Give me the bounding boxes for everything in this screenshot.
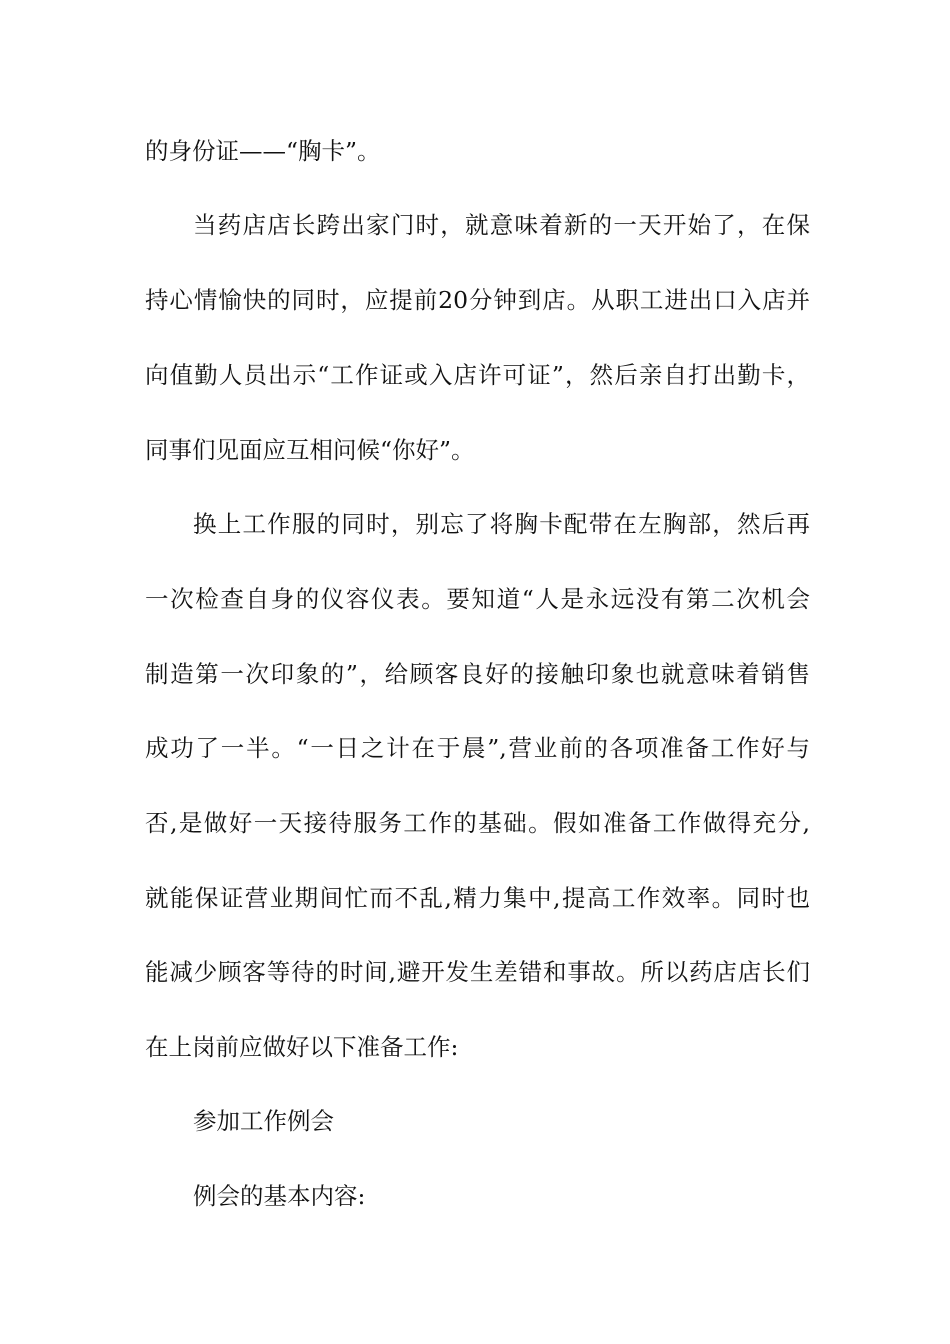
- text-line: 制造第一次印象的”，给顾客良好的接触印象也就意味着销售: [145, 660, 810, 688]
- subsection-heading: 例会的基本内容:: [193, 1182, 366, 1210]
- section-heading: 参加工作例会: [193, 1107, 334, 1135]
- text-line: 能减少顾客等待的时间,避开发生差错和事故。所以药店店长们: [145, 958, 810, 986]
- text-line: 同事们见面应互相问候“你好”。: [145, 436, 475, 464]
- paragraph-first-line: 当药店店长跨出家门时，就意味着新的一天开始了，在保: [193, 211, 810, 239]
- text-line: 一次检查自身的仪容仪表。要知道“人是永远没有第二次机会: [145, 585, 810, 613]
- text-line: 的身份证——“胸卡”。: [145, 137, 381, 165]
- text-line: 否,是做好一天接待服务工作的基础。假如准备工作做得充分,: [145, 809, 810, 837]
- text-line: 向值勤人员出示“工作证或入店许可证”，然后亲自打出勤卡，: [145, 361, 810, 389]
- text-line: 就能保证营业期间忙而不乱,精力集中,提高工作效率。同时也: [145, 884, 810, 912]
- text-line: 持心情愉快的同时，应提前20分钟到店。从职工进出口入店并: [145, 286, 810, 314]
- text-line: 在上岗前应做好以下准备工作:: [145, 1033, 459, 1061]
- paragraph-first-line: 换上工作服的同时，别忘了将胸卡配带在左胸部，然后再: [193, 510, 810, 538]
- text-line: 成功了一半。“一日之计在于晨”,营业前的各项准备工作好与: [145, 734, 810, 762]
